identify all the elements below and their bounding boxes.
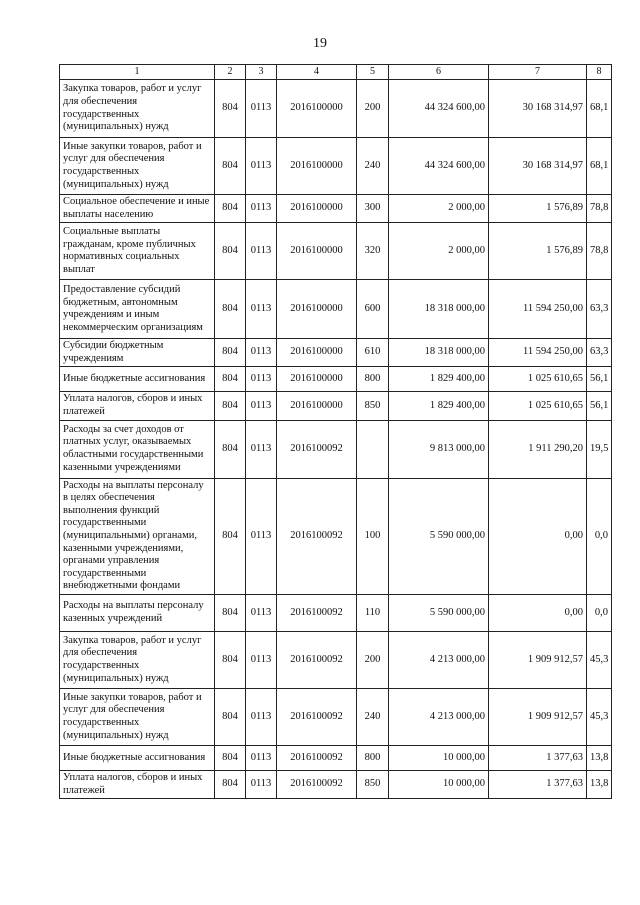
- row-grbs: 804: [215, 339, 246, 367]
- row-grbs: 804: [215, 367, 246, 392]
- row-plan: 44 324 600,00: [389, 80, 489, 138]
- row-name: Расходы за счет доходов от платных услуг, оказываемых областными государственными казенными учреждениями: [60, 420, 215, 478]
- budget-table: [59, 64, 612, 799]
- row-grbs: 804: [215, 631, 246, 688]
- row-article: 2016100000: [277, 339, 357, 367]
- row-name: Расходы на выплаты персоналу в целях обеспечения выполнения функций государственными (муниципальными) органами, казенными учреждениями, органами управления государственными внебюджетными фондами: [60, 478, 215, 594]
- table-row: [60, 688, 612, 745]
- row-grbs: 804: [215, 280, 246, 339]
- row-plan: 2 000,00: [389, 195, 489, 223]
- table-row: [60, 392, 612, 420]
- table-row: [60, 420, 612, 478]
- row-type: 200: [357, 631, 389, 688]
- row-plan: 5 590 000,00: [389, 594, 489, 631]
- row-type: 300: [357, 195, 389, 223]
- page-number: 19: [313, 36, 327, 51]
- table-row: [60, 280, 612, 339]
- row-percent: 63,3: [587, 339, 612, 367]
- row-percent: 0,0: [587, 594, 612, 631]
- row-section: 0113: [246, 745, 277, 770]
- row-type: 850: [357, 770, 389, 798]
- row-type: 320: [357, 223, 389, 280]
- row-type: 850: [357, 392, 389, 420]
- row-type: 110: [357, 594, 389, 631]
- row-type: 240: [357, 138, 389, 195]
- row-fact: 0,00: [489, 594, 587, 631]
- row-fact: 30 168 314,97: [489, 138, 587, 195]
- row-article: 2016100092: [277, 478, 357, 594]
- row-percent: 63,3: [587, 280, 612, 339]
- row-grbs: 804: [215, 420, 246, 478]
- row-section: 0113: [246, 280, 277, 339]
- row-percent: 13,8: [587, 770, 612, 798]
- table-row: [60, 770, 612, 798]
- row-grbs: 804: [215, 138, 246, 195]
- row-section: 0113: [246, 420, 277, 478]
- row-article: 2016100092: [277, 420, 357, 478]
- row-plan: 10 000,00: [389, 745, 489, 770]
- row-section: 0113: [246, 478, 277, 594]
- row-percent: 68,1: [587, 138, 612, 195]
- row-section: 0113: [246, 392, 277, 420]
- table-row: [60, 367, 612, 392]
- row-type: 240: [357, 688, 389, 745]
- row-grbs: 804: [215, 223, 246, 280]
- row-fact: 1 911 290,20: [489, 420, 587, 478]
- row-article: 2016100000: [277, 280, 357, 339]
- row-percent: 19,5: [587, 420, 612, 478]
- table-row: [60, 631, 612, 688]
- row-section: 0113: [246, 223, 277, 280]
- table-row: [60, 195, 612, 223]
- row-article: 2016100000: [277, 223, 357, 280]
- row-grbs: 804: [215, 688, 246, 745]
- table-row: [60, 745, 612, 770]
- row-name: Иные бюджетные ассигнования: [60, 367, 215, 392]
- row-fact: 1 025 610,65: [489, 367, 587, 392]
- row-article: 2016100092: [277, 631, 357, 688]
- row-type: 200: [357, 80, 389, 138]
- row-name: Социальные выплаты гражданам, кроме публичных нормативных социальных выплат: [60, 223, 215, 280]
- row-grbs: 804: [215, 80, 246, 138]
- row-plan: 18 318 000,00: [389, 280, 489, 339]
- row-grbs: 804: [215, 745, 246, 770]
- col-header: 2: [215, 65, 246, 80]
- row-name: Уплата налогов, сборов и иных платежей: [60, 770, 215, 798]
- row-percent: 78,8: [587, 223, 612, 280]
- table-row: [60, 339, 612, 367]
- row-grbs: 804: [215, 770, 246, 798]
- row-fact: 1 576,89: [489, 195, 587, 223]
- col-header: 8: [587, 65, 612, 80]
- row-percent: 78,8: [587, 195, 612, 223]
- row-plan: 1 829 400,00: [389, 392, 489, 420]
- row-grbs: 804: [215, 195, 246, 223]
- row-section: 0113: [246, 195, 277, 223]
- row-plan: 4 213 000,00: [389, 631, 489, 688]
- col-header: 5: [357, 65, 389, 80]
- row-type: 610: [357, 339, 389, 367]
- row-article: 2016100092: [277, 770, 357, 798]
- row-fact: 30 168 314,97: [489, 80, 587, 138]
- row-name: Иные бюджетные ассигнования: [60, 745, 215, 770]
- row-name: Субсидии бюджетным учреждениям: [60, 339, 215, 367]
- row-name: Иные закупки товаров, работ и услуг для обеспечения государственных (муниципальных) нужд: [60, 138, 215, 195]
- row-percent: 68,1: [587, 80, 612, 138]
- row-plan: 2 000,00: [389, 223, 489, 280]
- row-article: 2016100000: [277, 138, 357, 195]
- row-type: [357, 420, 389, 478]
- row-section: 0113: [246, 367, 277, 392]
- col-header: 4: [277, 65, 357, 80]
- row-section: 0113: [246, 339, 277, 367]
- header-row: [60, 65, 612, 80]
- row-article: 2016100000: [277, 195, 357, 223]
- row-article: 2016100092: [277, 594, 357, 631]
- row-grbs: 804: [215, 478, 246, 594]
- row-section: 0113: [246, 80, 277, 138]
- row-fact: 1 377,63: [489, 745, 587, 770]
- col-header: 7: [489, 65, 587, 80]
- row-type: 100: [357, 478, 389, 594]
- row-fact: 1 909 912,57: [489, 631, 587, 688]
- table-row: [60, 80, 612, 138]
- row-grbs: 804: [215, 594, 246, 631]
- row-type: 600: [357, 280, 389, 339]
- row-name: Уплата налогов, сборов и иных платежей: [60, 392, 215, 420]
- row-article: 2016100000: [277, 392, 357, 420]
- row-plan: 44 324 600,00: [389, 138, 489, 195]
- row-plan: 18 318 000,00: [389, 339, 489, 367]
- row-type: 800: [357, 367, 389, 392]
- row-fact: 1 576,89: [489, 223, 587, 280]
- row-fact: 11 594 250,00: [489, 280, 587, 339]
- row-percent: 13,8: [587, 745, 612, 770]
- row-section: 0113: [246, 631, 277, 688]
- row-percent: 45,3: [587, 688, 612, 745]
- col-header: 1: [60, 65, 215, 80]
- row-article: 2016100092: [277, 688, 357, 745]
- row-section: 0113: [246, 594, 277, 631]
- row-percent: 56,1: [587, 392, 612, 420]
- row-type: 800: [357, 745, 389, 770]
- row-section: 0113: [246, 688, 277, 745]
- row-name: Закупка товаров, работ и услуг для обеспечения государственных (муниципальных) нужд: [60, 631, 215, 688]
- row-name: Закупка товаров, работ и услуг для обеспечения государственных (муниципальных) нужд: [60, 80, 215, 138]
- table-row: [60, 594, 612, 631]
- row-name: Социальное обеспечение и иные выплаты населению: [60, 195, 215, 223]
- row-section: 0113: [246, 138, 277, 195]
- row-article: 2016100000: [277, 80, 357, 138]
- row-percent: 56,1: [587, 367, 612, 392]
- row-plan: 5 590 000,00: [389, 478, 489, 594]
- row-plan: 4 213 000,00: [389, 688, 489, 745]
- table-row: [60, 478, 612, 594]
- row-grbs: 804: [215, 392, 246, 420]
- table-row: [60, 223, 612, 280]
- row-plan: 10 000,00: [389, 770, 489, 798]
- row-fact: 1 025 610,65: [489, 392, 587, 420]
- row-article: 2016100092: [277, 745, 357, 770]
- col-header: 3: [246, 65, 277, 80]
- row-name: Иные закупки товаров, работ и услуг для обеспечения государственных (муниципальных) нужд: [60, 688, 215, 745]
- row-percent: 0,0: [587, 478, 612, 594]
- row-plan: 9 813 000,00: [389, 420, 489, 478]
- col-header: 6: [389, 65, 489, 80]
- row-fact: 1 909 912,57: [489, 688, 587, 745]
- row-name: Расходы на выплаты персоналу казенных учреждений: [60, 594, 215, 631]
- row-name: Предоставление субсидий бюджетным, автономным учреждениям и иным некоммерческим организациям: [60, 280, 215, 339]
- row-fact: 0,00: [489, 478, 587, 594]
- row-section: 0113: [246, 770, 277, 798]
- row-fact: 11 594 250,00: [489, 339, 587, 367]
- row-percent: 45,3: [587, 631, 612, 688]
- row-fact: 1 377,63: [489, 770, 587, 798]
- row-plan: 1 829 400,00: [389, 367, 489, 392]
- row-article: 2016100000: [277, 367, 357, 392]
- table-row: [60, 138, 612, 195]
